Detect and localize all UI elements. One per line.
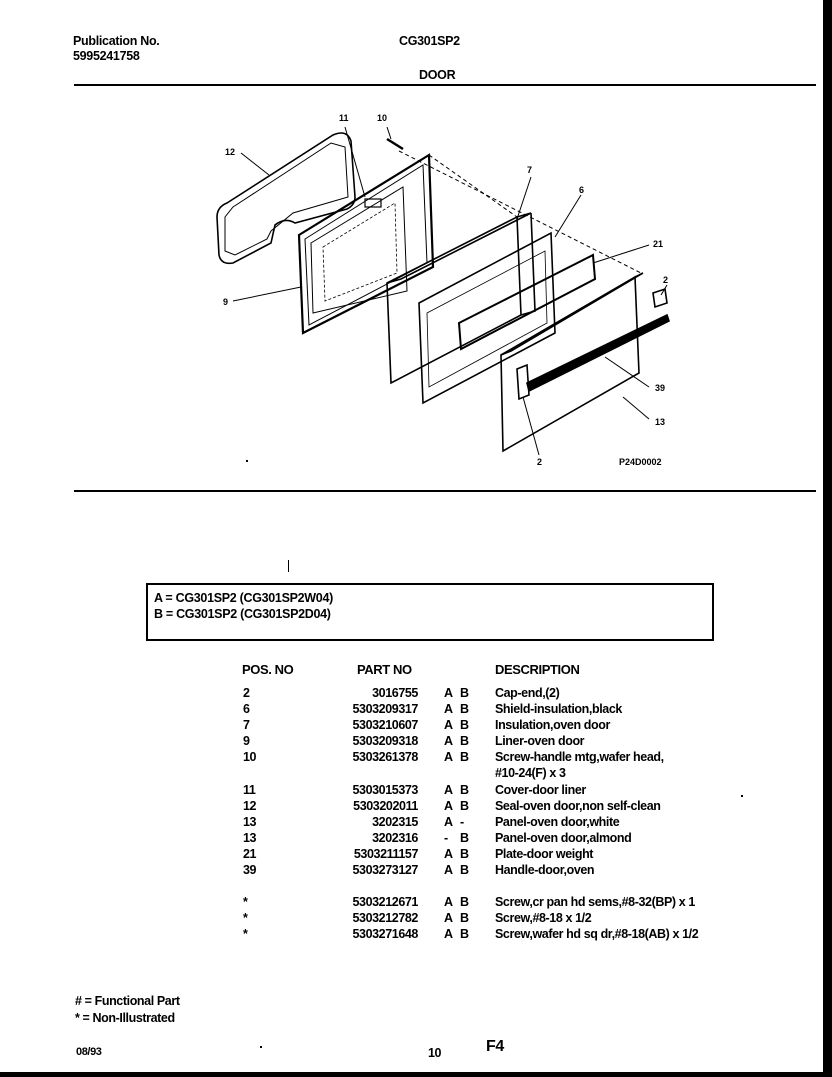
table-row: [0, 831, 832, 847]
header-pos-no: POS. NO: [242, 662, 294, 677]
pos-cell: 11: [243, 783, 256, 797]
pos-cell: *: [243, 927, 248, 941]
callout-6: 6: [579, 185, 585, 195]
part-cell: 5303209317: [352, 702, 418, 716]
diagram-rule: [74, 490, 816, 492]
model-a-cell: A: [444, 702, 453, 716]
header-rule: [74, 84, 816, 86]
pos-cell: 2: [243, 686, 250, 700]
footnote-non-illustrated: * = Non-Illustrated: [75, 1011, 175, 1025]
pos-cell: 12: [243, 799, 257, 813]
model-b-cell: B: [460, 718, 469, 732]
pos-cell: 7: [243, 718, 250, 732]
model-b-cell: -: [460, 815, 464, 829]
model-b-cell: B: [460, 702, 469, 716]
description-cell: Screw,cr pan hd sems,#8-32(BP) x 1: [495, 895, 695, 909]
callout-21: 21: [653, 239, 664, 249]
footnote-functional: # = Functional Part: [75, 994, 180, 1008]
pos-cell: 13: [243, 815, 257, 829]
model-a-cell: A: [444, 783, 453, 797]
pos-cell: *: [243, 911, 248, 925]
part-cell: 5303015373: [352, 783, 418, 797]
pos-cell: 10: [243, 750, 257, 764]
footer-date: 08/93: [76, 1046, 102, 1058]
gasket-outline: [217, 133, 355, 263]
model-a-cell: A: [444, 847, 453, 861]
description-cell: Liner-oven door: [495, 734, 585, 748]
scan-speck: [246, 460, 248, 462]
scan-speck: [741, 795, 743, 797]
figure-number: F4: [486, 1038, 504, 1055]
callout-10: 10: [377, 113, 388, 123]
diagram-code: P24D0002: [619, 457, 662, 467]
callout-2-top: 2: [663, 275, 669, 285]
model-b-cell: B: [460, 734, 469, 748]
model-a-cell: A: [444, 863, 453, 877]
table-row: [0, 783, 832, 799]
part-cell: 5303261378: [352, 750, 418, 764]
description-cell: Cap-end,(2): [495, 686, 560, 700]
model-b-cell: B: [460, 686, 469, 700]
pos-cell: 13: [243, 831, 257, 845]
header-description: DESCRIPTION: [495, 662, 580, 677]
model-number: CG301SP2: [399, 34, 460, 48]
table-row: [0, 734, 832, 750]
callout-7: 7: [527, 165, 533, 175]
scan-speck: [288, 560, 289, 572]
model-a-cell: A: [444, 927, 453, 941]
description-cell: Panel-oven door,white: [495, 815, 620, 829]
part-cell: 3016755: [372, 686, 418, 700]
model-b-cell: B: [460, 799, 469, 813]
description-cell: Plate-door weight: [495, 847, 594, 861]
table-row: [0, 718, 832, 734]
pos-cell: 39: [243, 863, 257, 877]
part-cell: 5303209318: [352, 734, 418, 748]
description-cell: Cover-door liner: [495, 783, 586, 797]
model-a-cell: A: [444, 734, 453, 748]
table-row: [0, 799, 832, 815]
callout-39: 39: [655, 383, 666, 393]
callout-13: 13: [655, 417, 666, 427]
table-row: [0, 686, 832, 702]
description-cell: Handle-door,oven: [495, 863, 595, 877]
part-cell: 5303202011: [353, 799, 418, 813]
table-row: [0, 750, 832, 766]
table-row: [0, 927, 832, 943]
pos-cell: 6: [243, 702, 250, 716]
callout-12: 12: [225, 147, 236, 157]
callout-2-bottom: 2: [537, 457, 543, 467]
callout-9: 9: [223, 297, 229, 307]
part-cell: 3202315: [372, 815, 418, 829]
model-b-cell: B: [460, 847, 469, 861]
scan-speck: [260, 1046, 262, 1048]
table-row: [0, 911, 832, 927]
model-b-cell: B: [460, 863, 469, 877]
model-a-cell: A: [444, 750, 453, 764]
model-b-cell: B: [460, 831, 469, 845]
pos-cell: 9: [243, 734, 250, 748]
legend-a: A = CG301SP2 (CG301SP2W04): [154, 591, 333, 605]
pos-cell: *: [243, 895, 248, 909]
description-cell: #10-24(F) x 3: [495, 766, 566, 780]
model-a-cell: A: [444, 799, 453, 813]
model-a-cell: A: [444, 895, 453, 909]
model-b-cell: B: [460, 911, 469, 925]
model-a-cell: A: [444, 718, 453, 732]
part-cell: 5303210607: [352, 718, 418, 732]
page-number: 10: [428, 1046, 442, 1060]
description-cell: Screw,#8-18 x 1/2: [495, 911, 592, 925]
model-a-cell: A: [444, 815, 453, 829]
description-cell: Screw,wafer hd sq dr,#8-18(AB) x 1/2: [495, 927, 699, 941]
publication-number: 5995241758: [73, 49, 140, 63]
table-row: [0, 766, 832, 782]
model-a-cell: A: [444, 686, 453, 700]
description-cell: Insulation,oven door: [495, 718, 610, 732]
callout-11: 11: [339, 113, 349, 123]
table-row: [0, 895, 832, 911]
part-cell: 5303212782: [352, 911, 418, 925]
pos-cell: 21: [243, 847, 257, 861]
model-b-cell: B: [460, 750, 469, 764]
description-cell: Shield-insulation,black: [495, 702, 622, 716]
description-cell: Panel-oven door,almond: [495, 831, 632, 845]
model-a-cell: -: [444, 831, 448, 845]
part-cell: 3202316: [372, 831, 418, 845]
part-cell: 5303212671: [352, 895, 418, 909]
table-row: [0, 847, 832, 863]
part-cell: 5303271648: [352, 927, 418, 941]
model-legend: [146, 583, 714, 641]
header-part-no: PART NO: [357, 662, 412, 677]
part-cell: 5303273127: [352, 863, 418, 877]
model-a-cell: A: [444, 911, 453, 925]
publication-label: Publication No.: [73, 34, 160, 48]
table-row: [0, 702, 832, 718]
part-cell: 5303211157: [353, 847, 418, 861]
table-row: [0, 863, 832, 879]
exploded-door-diagram: [205, 105, 685, 480]
section-title: DOOR: [419, 68, 456, 82]
scan-speck: [826, 30, 828, 32]
description-cell: Seal-oven door,non self-clean: [495, 799, 661, 813]
table-row: [0, 815, 832, 831]
model-b-cell: B: [460, 783, 469, 797]
legend-b: B = CG301SP2 (CG301SP2D04): [154, 607, 331, 621]
model-b-cell: B: [460, 895, 469, 909]
description-cell: Screw-handle mtg,wafer head,: [495, 750, 664, 764]
model-b-cell: B: [460, 927, 469, 941]
